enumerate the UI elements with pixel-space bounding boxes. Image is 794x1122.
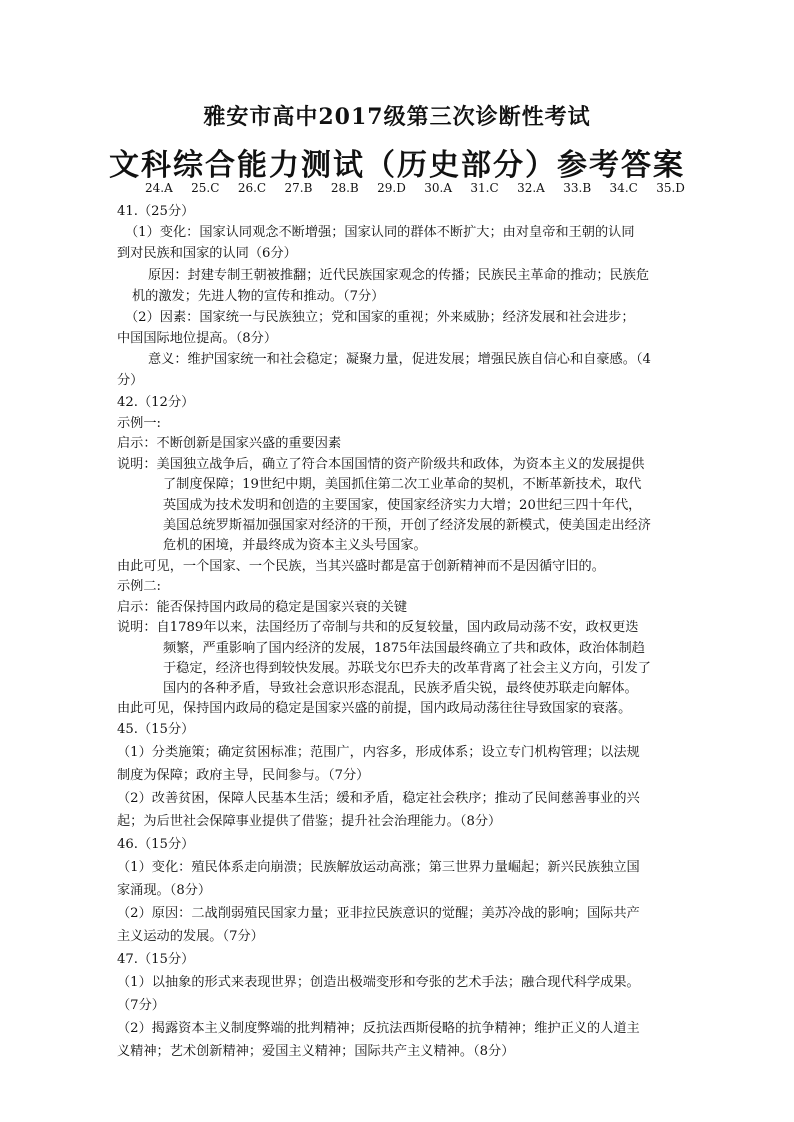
- choice-answer: 24.A: [145, 181, 173, 195]
- text-line: 危机的困境，并最终成为资本主义头号国家。: [163, 538, 427, 553]
- q47-heading: 47.（15分）: [117, 952, 195, 967]
- choice-answer: 31.C: [470, 181, 499, 195]
- q47-part1: （1）以抽象的形式来表现世界；创造出极端变形和夸张的艺术手法；融合现代科学成果。: [117, 975, 640, 990]
- text-line: 家涌现。（8分）: [117, 883, 212, 898]
- choice-answers-row: [145, 181, 685, 195]
- example-1-explanation: 说明：美国独立战争后，确立了符合本国国情的资产阶级共和政体，为资本主义的发展提供: [117, 457, 645, 472]
- q41-part2-factors: （2）因素：国家统一与民族独立；党和国家的重视；外来威胁；经济发展和社会进步；: [125, 310, 635, 325]
- q46-part1: （1）变化：殖民体系走向崩溃；民族解放运动高涨；第三世界力量崛起；新兴民族独立国: [117, 860, 640, 875]
- choice-answer: 33.B: [563, 181, 592, 195]
- text-line: 中国国际地位提高。（8分）: [117, 331, 278, 346]
- q42-heading: 42.（12分）: [117, 395, 195, 410]
- q46-part2: （2）原因：二战削弱殖民国家力量；亚非拉民族意识的觉醒；美苏冷战的影响；国际共产: [117, 906, 640, 921]
- choice-answer: 30.A: [424, 181, 452, 195]
- q47-part2: （2）揭露资本主义制度弊端的批判精神；反抗法西斯侵略的抗争精神；维护正义的人道主: [117, 1021, 640, 1036]
- choice-answer: 29.D: [377, 181, 406, 195]
- q41-part1-reason: 原因：封建专制王朝被推翻；近代民族国家观念的传播；民族民主革命的推动；民族危: [148, 268, 650, 283]
- text-line: 国内的各种矛盾，导致社会意识形态混乱，民族矛盾尖锐，最终使苏联走向解体。: [163, 681, 638, 696]
- choice-answer: 25.C: [191, 181, 220, 195]
- choice-answer: 27.B: [284, 181, 313, 195]
- text-line: 主义运动的发展。（7分）: [117, 929, 264, 944]
- choice-answer: 34.C: [609, 181, 638, 195]
- text-line: 英国成为技术发明和创造的主要国家，使国家经济实力大增；20世纪三四十年代，: [163, 498, 642, 513]
- example-1-insight: 启示：不断创新是国家兴盛的重要因素: [117, 436, 342, 451]
- example-2-conclusion: 由此可见，保持国内政局的稳定是国家兴盛的前提，国内政局动荡往往导致国家的衰落。: [117, 701, 632, 716]
- exam-title: 雅安市高中2017级第三次诊断性考试: [203, 104, 591, 130]
- text-line: 到对民族和国家的认同（6分）: [117, 246, 297, 261]
- q41-part2-meaning: 意义：维护国家统一和社会稳定；凝聚力量，促进发展；增强民族自信心和自豪感。（4: [148, 352, 651, 367]
- text-line: 美国总统罗斯福加强国家对经济的干预，开创了经济发展的新模式，使美国走出经济: [163, 518, 651, 533]
- choice-answer: 28.B: [330, 181, 359, 195]
- text-line: 频繁，严重影响了国内经济的发展，1875年法国最终确立了共和政体，政治体制趋: [163, 641, 645, 656]
- text-line: 义精神；艺术创新精神；爱国主义精神；国际共产主义精神。（8分）: [117, 1044, 515, 1059]
- example-2-label: 示例二:: [117, 579, 162, 594]
- q45-part1: （1）分类施策；确定贫困标准；范围广，内容多，形成体系；设立专门机构管理；以法规: [117, 745, 640, 760]
- text-line: 于稳定，经济也得到较快发展。苏联戈尔巴乔夫的改革背离了社会主义方向，引发了: [163, 661, 651, 676]
- q46-heading: 46.（15分）: [117, 837, 195, 852]
- choice-answer: 32.A: [517, 181, 545, 195]
- text-line: 了制度保障；19世纪中期，美国抓住第二次工业革命的契机，不断革新技术，取代: [163, 477, 642, 492]
- q45-part2: （2）改善贫困，保障人民基本生活；缓和矛盾，稳定社会秩序；推动了民间慈善事业的兴: [117, 791, 640, 806]
- text-line: 制度为保障；政府主导，民间参与。（7分）: [117, 768, 370, 783]
- text-line: 起；为后世社会保障事业提供了借鉴；提升社会治理能力。（8分）: [117, 814, 502, 829]
- text-line: （7分）: [117, 998, 165, 1013]
- q41-heading: 41.（25分）: [117, 204, 195, 219]
- choice-answer: 26.C: [237, 181, 267, 195]
- example-2-explanation: 说明：自1789年以来，法国经历了帝制与共和的反复较量，国内政局动荡不安，政权更迭: [117, 620, 639, 635]
- choice-answer: 35.D: [656, 181, 685, 195]
- example-1-conclusion: 由此可见，一个国家、一个民族，当其兴盛时都是富于创新精神而不是因循守旧的。: [117, 559, 605, 574]
- text-line: 分）: [117, 373, 144, 388]
- example-1-label: 示例一:: [117, 416, 162, 431]
- q45-heading: 45.（15分）: [117, 722, 195, 737]
- text-line: 机的激发；先进人物的宣传和推动。（7分）: [132, 289, 385, 304]
- exam-subtitle: 文科综合能力测试（历史部分）参考答案: [109, 148, 685, 183]
- q41-part1-change: （1）变化：国家认同观念不断增强；国家认同的群体不断扩大；由对皇帝和王朝的认同: [125, 225, 635, 240]
- example-2-insight: 启示：能否保持国内政局的稳定是国家兴衰的关键: [117, 600, 408, 615]
